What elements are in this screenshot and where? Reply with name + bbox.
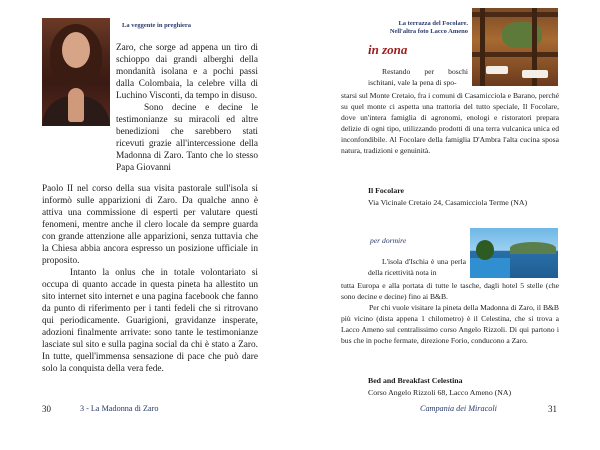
venue-celestina-address: Corso Angelo Rizzoli 68, Lacco Ameno (NA) — [368, 388, 512, 397]
footer-chapter: 3 - La Madonna di Zaro — [80, 404, 159, 413]
venue-focolare-name: Il Focolare — [368, 186, 405, 195]
caption-terrace-line2: Nell'altra foto Lacco Ameno — [389, 28, 468, 35]
paragraph-woods-start: Restando per boschi ischitani, vale la pena di spo- — [368, 67, 468, 87]
paragraph-pope: Paolo II nel corso della sua visita pastorale sull'isola si informò sulle apparizioni di Zaro. Da qualche anno è attiva una commissione di esperti per valutare questi fenomeni, mentre anche il clero locale da sempre guarda con grande attenzione alle apparizioni, senza tuttavia che la Chiesa abbia ancora espresso un posizione ufficiale in proposito. — [42, 184, 258, 266]
paragraph-ischia-start: L'isola d'Ischia è una perla della ricettività nota in — [368, 257, 466, 277]
paragraph-celestina: Per chi vuole visitare la pineta della Madonna di Zaro, il B&B più vicino (dista appena 1 chilometro) è il Celestina, che si trova a Lacco Ameno sul centralissimo corso Angelo Rizzoli. Di qui partono i bus che in poche fermate, direzione Forio, conducono a Zaro. — [341, 303, 559, 345]
page-number-right: 31 — [548, 404, 557, 414]
footer-publication: Campania dei Miracoli — [420, 404, 497, 413]
venue-celestina-name: Bed and Breakfast Celestina — [368, 376, 463, 385]
photo-seer-praying — [42, 18, 110, 126]
left-wrap-text — [116, 42, 258, 174]
venue-focolare-address: Via Vicinale Cretaio 24, Casamicciola Terme (NA) — [368, 198, 528, 207]
paragraph-ischia: tutta Europa e alla portata di tutte le tasche, dagli hotel 5 stelle (che sono decine e decine) fino ai B&B. — [341, 281, 559, 301]
photo-focolare-terrace — [472, 8, 558, 86]
paragraph-intro: Zaro, che sorge ad appena un tiro di schioppo dai grandi alberghi della mondanità isolana e a pochi passi dalla Colombaia, la celebre villa di Luchino Visconti, da tempo in disuso. — [116, 43, 258, 101]
caption-seer: La veggente in preghiera — [122, 22, 192, 29]
left-full-text — [42, 183, 258, 375]
section-title-in-zona: in zona — [368, 42, 408, 57]
page-number-left: 30 — [42, 404, 51, 414]
subheading-per-dormire: per dormire — [370, 236, 407, 245]
caption-terrace — [380, 20, 468, 36]
photo-lacco-ameno — [470, 228, 558, 278]
right-lower-text — [341, 280, 559, 346]
paragraph-focolare: starsi sul Monte Cretaio, fra i comuni di Casamicciola e Barano, perché su quel monte ci aspetta una trattoria del tutto speciale, Il Focolare, dove un'intera famiglia di agronomi, enologi e ristoratori prepara delizie di ogni tipo, utilizzando prodotti di una terra vulcanica unica ed inconfondibile. Al Focolare della famiglia D'Ambra l'alta cucina sposa natura, tradizioni e genuinità. — [341, 91, 559, 155]
paragraph-testimonies: Sono decine e decine le testimonianze su miracoli ed altre benedizioni che sarebbero stati ricevuti grazie all'intercessione della Madonna di Zaro. Tanto che lo stesso Papa Giovanni — [116, 103, 258, 173]
paragraph-onlus: Intanto la onlus che in totale volontariato si occupa di quanto accade in questa pineta ha allestito un sito internet sito internet e una pagina facebook che fanno da punto di riferimento per i tanti fedeli che si ritrovano qui periodicamente. Guarigioni, gravidanze insperate, adozioni finalmente arrivate: sono tante le testimonianze lasciate sul sito e sulla pagina social da chi è stato a Zaro. In tutte, quell'immensa sensazione di pace che può dare solo la conquista della vera fede. — [42, 268, 258, 374]
caption-terrace-line1: La terrazza del Focolare. — [398, 20, 468, 27]
